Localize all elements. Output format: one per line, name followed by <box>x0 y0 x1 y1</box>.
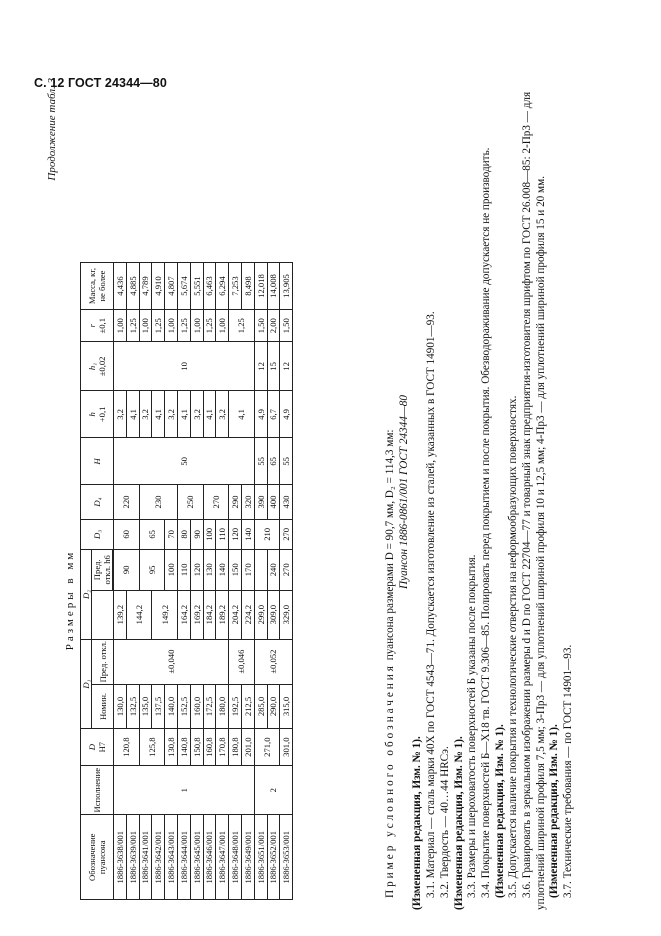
table-cell: 3,2 <box>114 391 127 438</box>
table-cell: 6,294 <box>216 263 229 310</box>
table-cell: 1,00 <box>114 310 127 342</box>
table-cell: 170 <box>241 549 254 590</box>
table-cell: 14,008 <box>267 263 280 310</box>
table-cell: 160,0 <box>190 684 203 729</box>
table-cell: 4,789 <box>139 263 152 310</box>
table-cell: 1,25 <box>203 310 216 342</box>
table-cell: 270 <box>280 519 293 549</box>
table-cell: 2 <box>254 765 292 815</box>
table-cell: 65 <box>139 519 165 549</box>
table-cell: 192,5 <box>229 684 242 729</box>
table-row <box>114 263 127 900</box>
table-cell: 1886-3641/001 <box>139 815 152 900</box>
table-cell: 1,25 <box>177 310 190 342</box>
table-cell: 5,551 <box>190 263 203 310</box>
dimensions-table <box>80 262 293 900</box>
table-cell: 152,5 <box>177 684 190 729</box>
edit-note-4: (Измененная редакция, Изм. № 1). <box>548 724 561 898</box>
table-cell: 201,0 <box>241 729 254 766</box>
table-cell: 1886-3651/001 <box>254 815 267 900</box>
table-cell: 390 <box>254 485 267 519</box>
table-cell: 1,00 <box>190 310 203 342</box>
table-cell: 169,2 <box>190 590 203 639</box>
table-cell: 320 <box>241 485 254 519</box>
col-r: r ±0,1 <box>81 310 114 342</box>
table-cell: 90 <box>114 549 140 590</box>
table-cell: 1886-3643/001 <box>165 815 178 900</box>
para-3-3: 3.3. Размеры и шероховатость поверхностей Б указаны после покрытия. <box>466 554 479 898</box>
col-D2: D₂ <box>81 549 92 639</box>
para-3-2: 3.2. Твердость — 40…44 HRCэ. <box>438 746 451 898</box>
table-cell: 1,00 <box>139 310 152 342</box>
table-cell: 271,0 <box>254 729 280 766</box>
example-text: пуансона размерами D = 90,7 мм, D₂ = 114,3 мм: <box>384 429 396 661</box>
table-cell: 1,25 <box>126 310 139 342</box>
col-D1-dev: Пред. откл. <box>92 639 114 684</box>
table-row <box>254 263 267 900</box>
table-cell: 329,0 <box>280 590 293 639</box>
document-body <box>384 74 576 910</box>
col-version: Исполнение <box>81 765 114 815</box>
table-cell: 150 <box>229 549 242 590</box>
table-cell: 301,0 <box>280 729 293 766</box>
table-cell: 400 <box>267 485 280 519</box>
table-cell: ±0,040 <box>114 639 229 684</box>
table-cell: 270 <box>203 485 229 519</box>
col-designation: Обозначение пуансона <box>81 815 114 900</box>
table-cell: ±0,052 <box>254 639 292 684</box>
example-code: Пуансон 1886-0861/001 ГОСТ 24344—80 <box>397 395 410 589</box>
table-cell: 60 <box>114 519 140 549</box>
table-cell: 12 <box>280 342 293 391</box>
table-cell: 130,8 <box>165 729 178 766</box>
table-cell: 184,2 <box>203 590 216 639</box>
col-h: h +0,1 <box>81 391 114 438</box>
table-cell: 1886-3638/001 <box>114 815 127 900</box>
page-header: С. 12 ГОСТ 24344—80 <box>34 76 167 90</box>
table-cell: 204,2 <box>229 590 242 639</box>
table-cell: 4,436 <box>114 263 127 310</box>
table-cell: 95 <box>139 549 165 590</box>
table-cell: 2,00 <box>267 310 280 342</box>
edit-note-1: (Измененная редакция, Изм. № 1). <box>411 736 424 910</box>
table-cell: 250 <box>177 485 203 519</box>
table-cell: 65 <box>267 438 280 485</box>
table-cell: 6,7 <box>267 391 280 438</box>
table-cell: 1886-3644/001 <box>177 815 190 900</box>
table-cell: 172,5 <box>203 684 216 729</box>
rotated-page-content <box>40 70 640 920</box>
table-cell: 100 <box>165 549 178 590</box>
table-cell: 1,50 <box>280 310 293 342</box>
table-cell: 130 <box>203 549 216 590</box>
para-3-1: 3.1. Материал — сталь марки 40Х по ГОСТ 4543—71. Допускается изготовление из сталей, указанных в ГОСТ 14901—93. <box>425 311 438 898</box>
table-cell: 315,0 <box>280 684 293 729</box>
table-cell: 290,0 <box>267 684 280 729</box>
table-cell: 1886-3639/001 <box>126 815 139 900</box>
table-cell: ±0,046 <box>229 639 255 684</box>
table-cell: 4,1 <box>229 391 255 438</box>
para-3-7: 3.7. Технические требования — по ГОСТ 14901—93. <box>562 644 575 898</box>
table-cell: 299,0 <box>254 590 267 639</box>
table-cell: 110 <box>216 519 229 549</box>
example-label: Пример условного обозначения <box>384 663 396 898</box>
table-cell: 212,5 <box>241 684 254 729</box>
table-cell: 90 <box>190 519 203 549</box>
table-cell: 210 <box>254 519 280 549</box>
edit-note-2: (Измененная редакция, Изм. № 1). <box>452 736 465 910</box>
table-cell: 120 <box>229 519 242 549</box>
table-cell: 140,8 <box>177 729 190 766</box>
para-3-4: 3.4. Покрытие поверхностей Б—Х18 тв. ГОСТ 9.306—85. Полировать перед покрытием и после покрытия. Обезводораживание допускается не производить. <box>479 147 492 898</box>
table-cell: 160,8 <box>203 729 216 766</box>
table-cell: 1886-3645/001 <box>190 815 203 900</box>
table-cell: 50 <box>114 438 255 485</box>
table-cell: 164,2 <box>177 590 190 639</box>
table-cell: 4,1 <box>126 391 139 438</box>
table-cell: 4,885 <box>126 263 139 310</box>
table-cell: 1 <box>114 765 255 815</box>
para-3-5: 3.5. Допускается наличие покрытия и технологические отверстия на неформообразующих поверхностях. <box>507 395 520 898</box>
table-cell: 1,00 <box>165 310 178 342</box>
table-cell: 110 <box>177 549 190 590</box>
table-cell: 4,9 <box>254 391 267 438</box>
edit-note-3: (Измененная редакция, Изм. № 1). <box>493 724 506 898</box>
table-cell: 1886-3653/001 <box>280 815 293 900</box>
table-cell: 125,8 <box>139 729 165 766</box>
table-cell: 4,807 <box>165 263 178 310</box>
table-cell: 1886-3647/001 <box>216 815 229 900</box>
col-D: D Н7 <box>81 729 114 766</box>
table-cell: 4,1 <box>203 391 216 438</box>
table-cell: 12 <box>254 342 267 391</box>
table-cell: 180,8 <box>229 729 242 766</box>
table-cell: 1886-3642/001 <box>152 815 165 900</box>
table-cell: 10 <box>114 342 255 391</box>
table-cell <box>254 549 267 590</box>
table-cell: 100 <box>203 519 216 549</box>
col-mass: Масса, кг, не более <box>81 263 114 310</box>
table-cell: 1,00 <box>216 310 229 342</box>
table-cell: 189,2 <box>216 590 229 639</box>
col-D3: D₃ <box>81 519 114 549</box>
table-cell: 130,0 <box>114 684 127 729</box>
table-cell: 149,2 <box>152 590 178 639</box>
table-cell: 135,0 <box>139 684 152 729</box>
col-D2-val <box>92 590 114 639</box>
table-cell: 55 <box>254 438 267 485</box>
table-cell: 1886-3646/001 <box>203 815 216 900</box>
table-cell: 1,50 <box>254 310 267 342</box>
table-cell: 270 <box>280 549 293 590</box>
table-cell: 4,910 <box>152 263 165 310</box>
table-cell: 430 <box>280 485 293 519</box>
table-title: Размеры в мм <box>64 549 76 651</box>
table-cell: 290 <box>229 485 242 519</box>
table-cell: 55 <box>280 438 293 485</box>
table-cell: 137,5 <box>152 684 165 729</box>
table-cell: 4,9 <box>280 391 293 438</box>
para-3-6: 3.6. Гравировать в зеркальном изображении размеры d и D по ГОСТ 22704—77 и товарный знак предприятия-изготовителя шрифтом по ГОСТ 26.008—85: 2-Пр3 — для уплотнений шириной профиля 7,5 мм; 3-Пр3 — для уплотнений шириной профиля 10 и 12,5 мм; 4-Пр3 — для уплотнений шириной профиля 15 и 20 мм. <box>521 91 547 910</box>
table-cell: 80 <box>177 519 190 549</box>
col-h1: h₁ ±0,02 <box>81 342 114 391</box>
table-cell: 7,253 <box>229 263 242 310</box>
table-cell: 170,8 <box>216 729 229 766</box>
table-cell: 120,8 <box>114 729 140 766</box>
table-cell: 1886-3652/001 <box>267 815 280 900</box>
table-continuation-label: Продолжение табл. 3 <box>46 78 58 181</box>
table-cell: 6,463 <box>203 263 216 310</box>
table-cell: 1886-3649/001 <box>241 815 254 900</box>
table-body <box>114 263 293 900</box>
table-cell: 13,905 <box>280 263 293 310</box>
table-cell: 3,2 <box>165 391 178 438</box>
table-cell: 150,8 <box>190 729 203 766</box>
table-cell: 309,0 <box>267 590 280 639</box>
table-cell: 5,674 <box>177 263 190 310</box>
table-cell: 8,498 <box>241 263 254 310</box>
table-cell: 220 <box>114 485 140 519</box>
table-cell: 224,2 <box>241 590 254 639</box>
table-cell: 3,2 <box>190 391 203 438</box>
table-cell: 140 <box>241 519 254 549</box>
col-D2-dev: Пред. откл. h6 <box>92 549 113 590</box>
table-cell: 1886-3648/001 <box>229 815 242 900</box>
table-cell: 140,0 <box>165 684 178 729</box>
col-D1-nom: Номин. <box>92 684 114 729</box>
table-cell: 4,1 <box>152 391 165 438</box>
table-cell: 285,0 <box>254 684 267 729</box>
table-cell: 1,25 <box>152 310 165 342</box>
table-cell: 120 <box>190 549 203 590</box>
table-cell: 3,2 <box>139 391 152 438</box>
table-cell: 144,2 <box>126 590 152 639</box>
table-cell: 140 <box>216 549 229 590</box>
col-D4: D₄ <box>81 485 114 519</box>
table-cell: 4,1 <box>177 391 190 438</box>
table-cell: 230 <box>139 485 177 519</box>
table-cell: 180,0 <box>216 684 229 729</box>
table-cell: 132,5 <box>126 684 139 729</box>
col-D1: D₁ <box>81 639 92 729</box>
table-cell: 139,2 <box>114 590 127 639</box>
table-cell: 70 <box>165 519 178 549</box>
table-cell: 12,018 <box>254 263 267 310</box>
table-cell: 1,25 <box>229 310 255 342</box>
table-cell: 3,2 <box>216 391 229 438</box>
col-H: H <box>81 438 114 485</box>
table-cell: 15 <box>267 342 280 391</box>
table-cell: 240 <box>267 549 280 590</box>
